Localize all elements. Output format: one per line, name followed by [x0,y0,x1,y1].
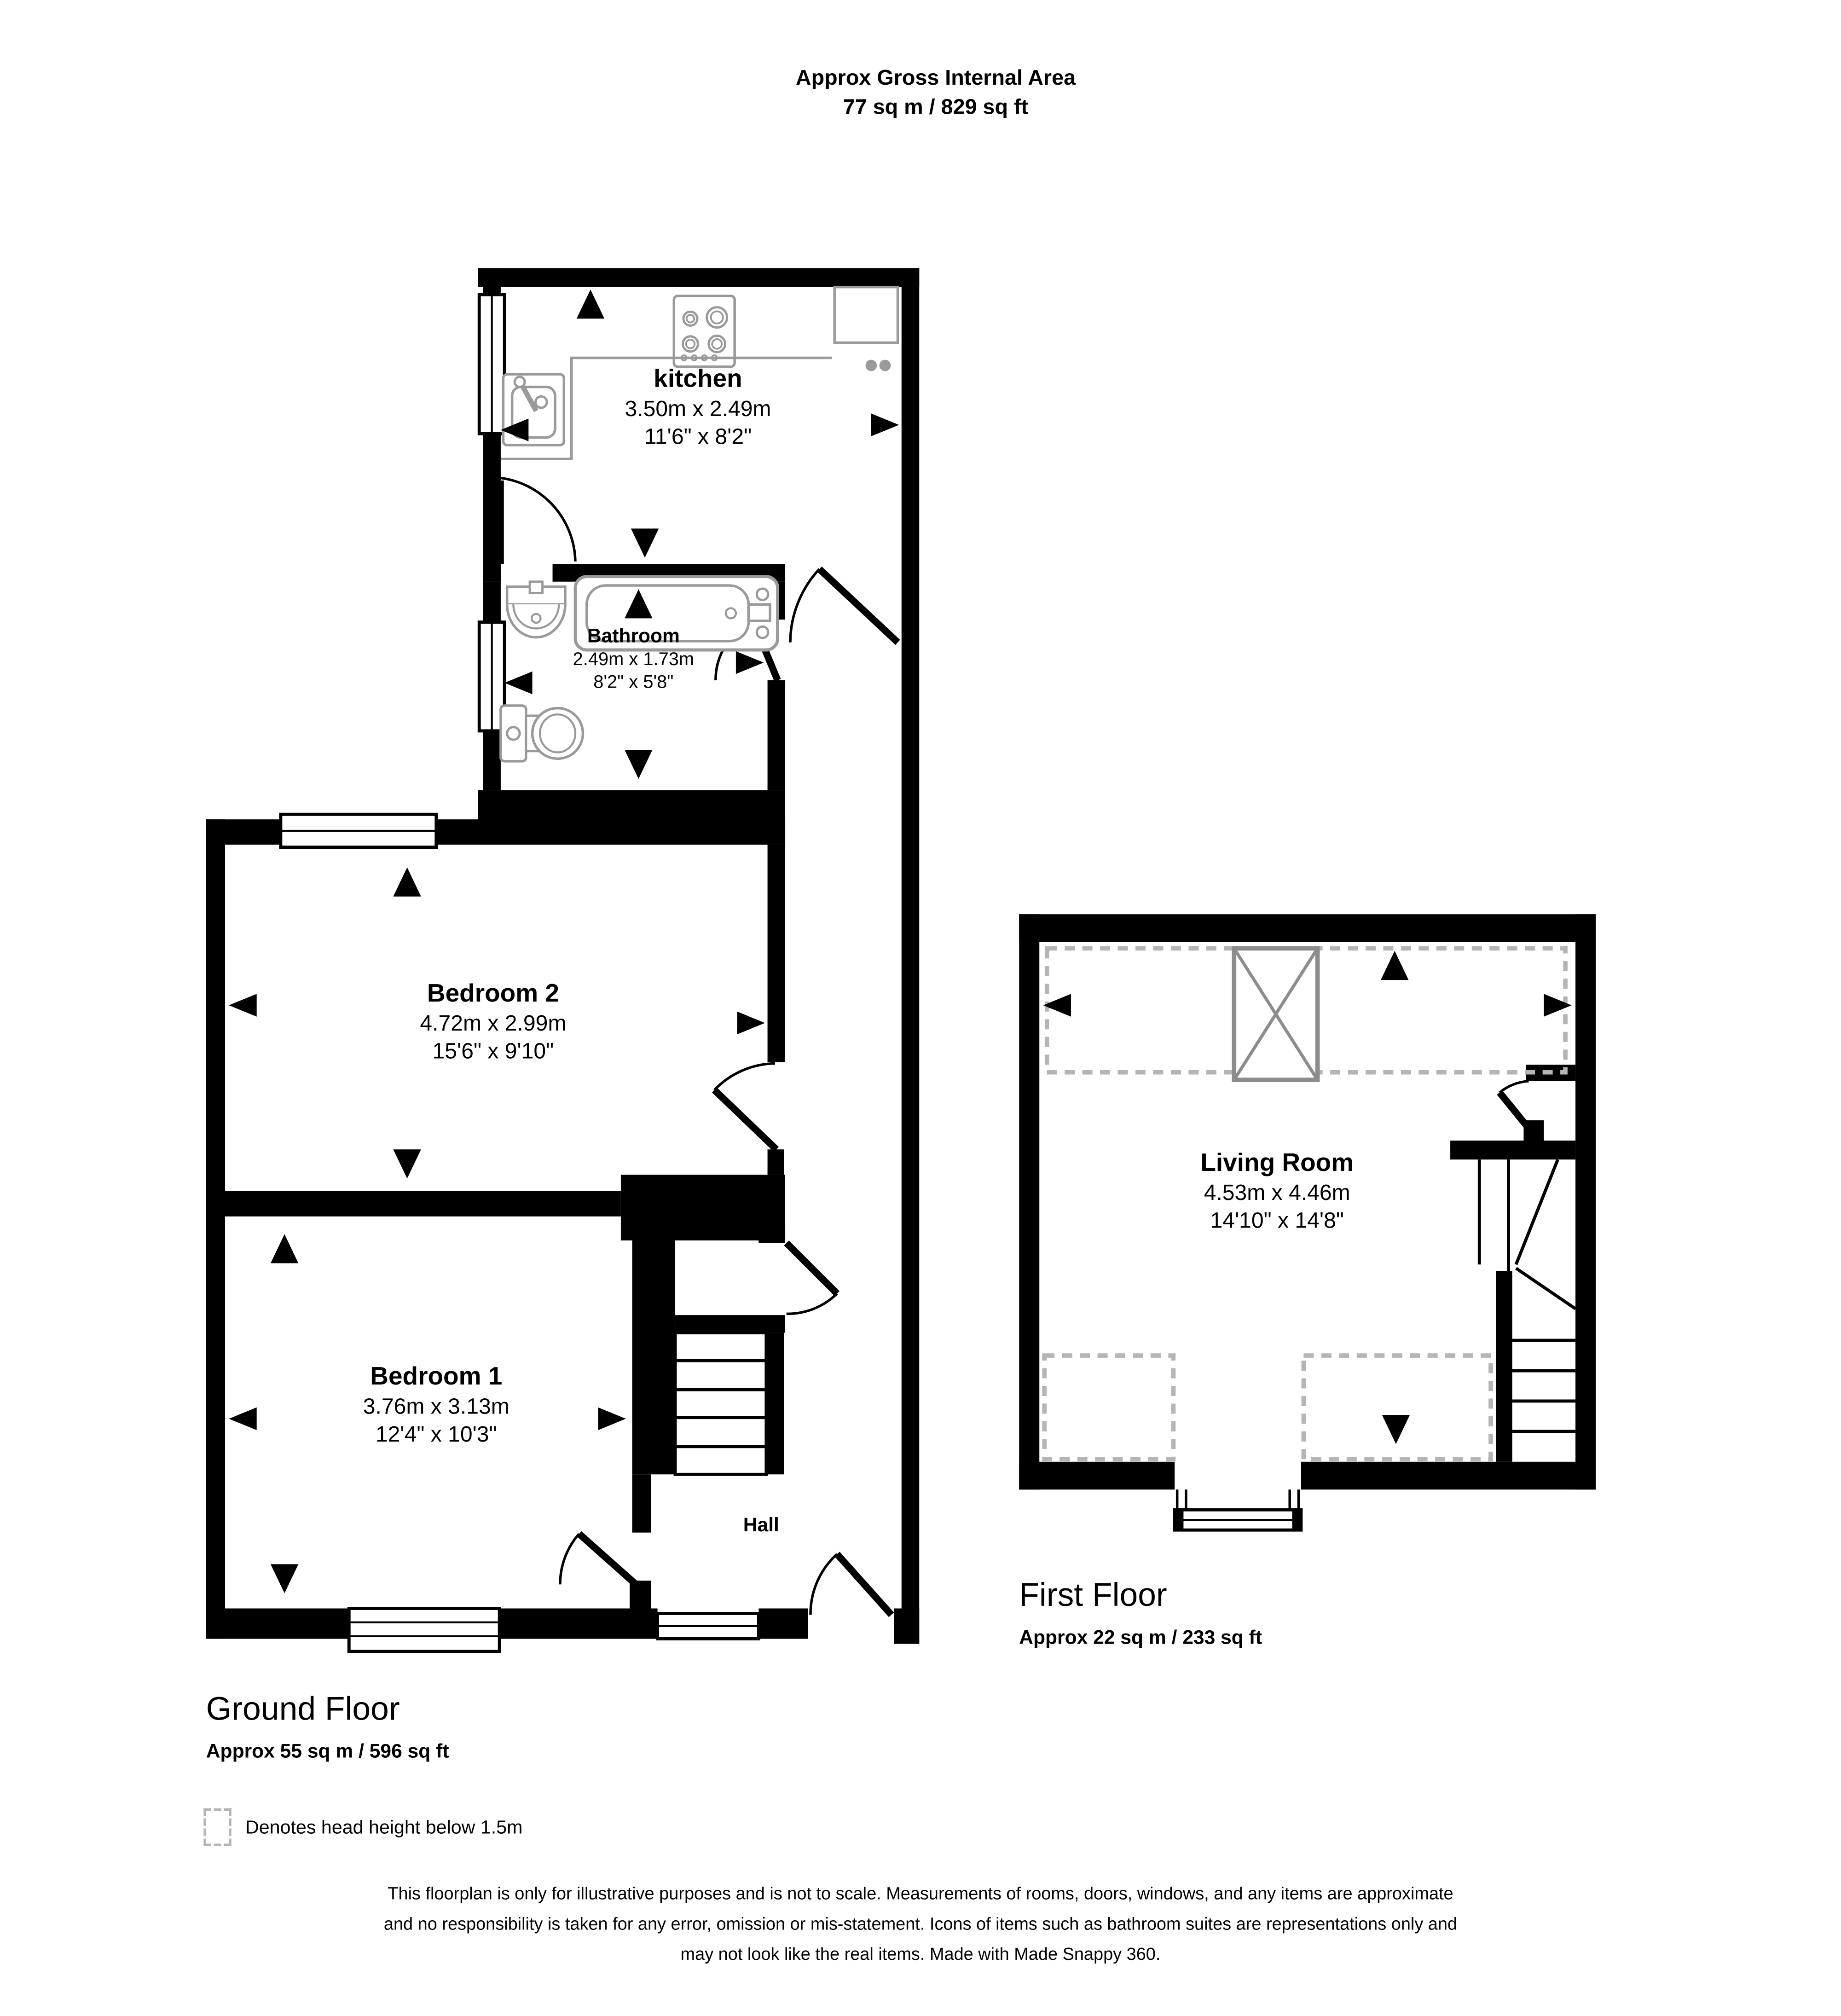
room-name: Bedroom 1 [370,1363,503,1391]
ground-floor-label [206,1689,449,1764]
rooflight-icon [1234,948,1317,1080]
room-dim-imperial: 12'4" x 10'3" [375,1421,497,1447]
room-label-hall: Hall [743,1515,779,1536]
direction-arrow-icon [229,290,899,1593]
room-name: Bedroom 2 [427,980,559,1008]
room-label-bedroom2 [420,979,566,1065]
room-dim-metric: 2.49m x 1.73m [573,650,695,671]
kitchen-unit-icon [834,287,897,371]
basin-icon [507,582,565,637]
winder-stairs-icon [1479,1159,1575,1431]
ground-floor-plan [206,268,919,1651]
toilet-icon [501,706,583,761]
room-label-bedroom1 [363,1362,509,1448]
hob-icon [674,296,735,367]
room-label-living-room [1200,1148,1354,1234]
room-dim-metric: 4.72m x 2.99m [420,1010,567,1036]
room-dim-metric: 4.53m x 4.46m [1204,1180,1350,1205]
room-dim-metric: 3.50m x 2.49m [625,395,771,421]
room-label-kitchen [625,364,771,450]
room-dim-imperial: 8'2" x 5'8" [593,672,674,693]
room-dim-metric: 3.76m x 3.13m [363,1393,509,1419]
legend-text: Denotes head height below 1.5m [245,1816,523,1838]
room-name: Living Room [1200,1149,1354,1177]
room-label-bathroom [573,625,695,694]
room-name: Bathroom [587,626,680,648]
room-dim-imperial: 11'6" x 8'2" [644,423,752,449]
disclaimer [0,1879,1841,1970]
bay-window-icon [1175,1489,1301,1530]
page-title [796,63,1076,121]
head-height-swatch-icon [203,1808,231,1846]
legend [203,1808,522,1846]
room-name: kitchen [654,365,742,394]
title-line2: 77 sq m / 829 sq ft [843,95,1029,119]
title-line1: Approx Gross Internal Area [795,65,1076,90]
ground-floor-walls [206,268,919,1644]
room-dim-imperial: 15'6" x 9'10" [432,1038,554,1064]
floor-name: First Floor [1019,1576,1167,1614]
room-dim-imperial: 14'10" x 14'8" [1210,1207,1344,1233]
disclaimer-line3: may not look like the real items. Made with Made Snappy 360. [680,1945,1161,1964]
door-swing-icon [1499,1081,1532,1133]
stairs-icon [675,1333,766,1475]
floor-name: Ground Floor [206,1689,400,1727]
disclaimer-line1: This floorplan is only for illustrative purposes and is not to scale. Measurements of rooms, doors, windows, and any items are approximate [388,1884,1453,1903]
floor-area: Approx 22 sq m / 233 sq ft [1019,1627,1262,1649]
disclaimer-line2: and no responsibility is taken for any error, omission or mis-statement. Icons of items such as bathroom suites are representations only and [383,1914,1458,1934]
floor-area: Approx 55 sq m / 596 sq ft [206,1741,449,1763]
first-floor-label [1019,1576,1262,1650]
